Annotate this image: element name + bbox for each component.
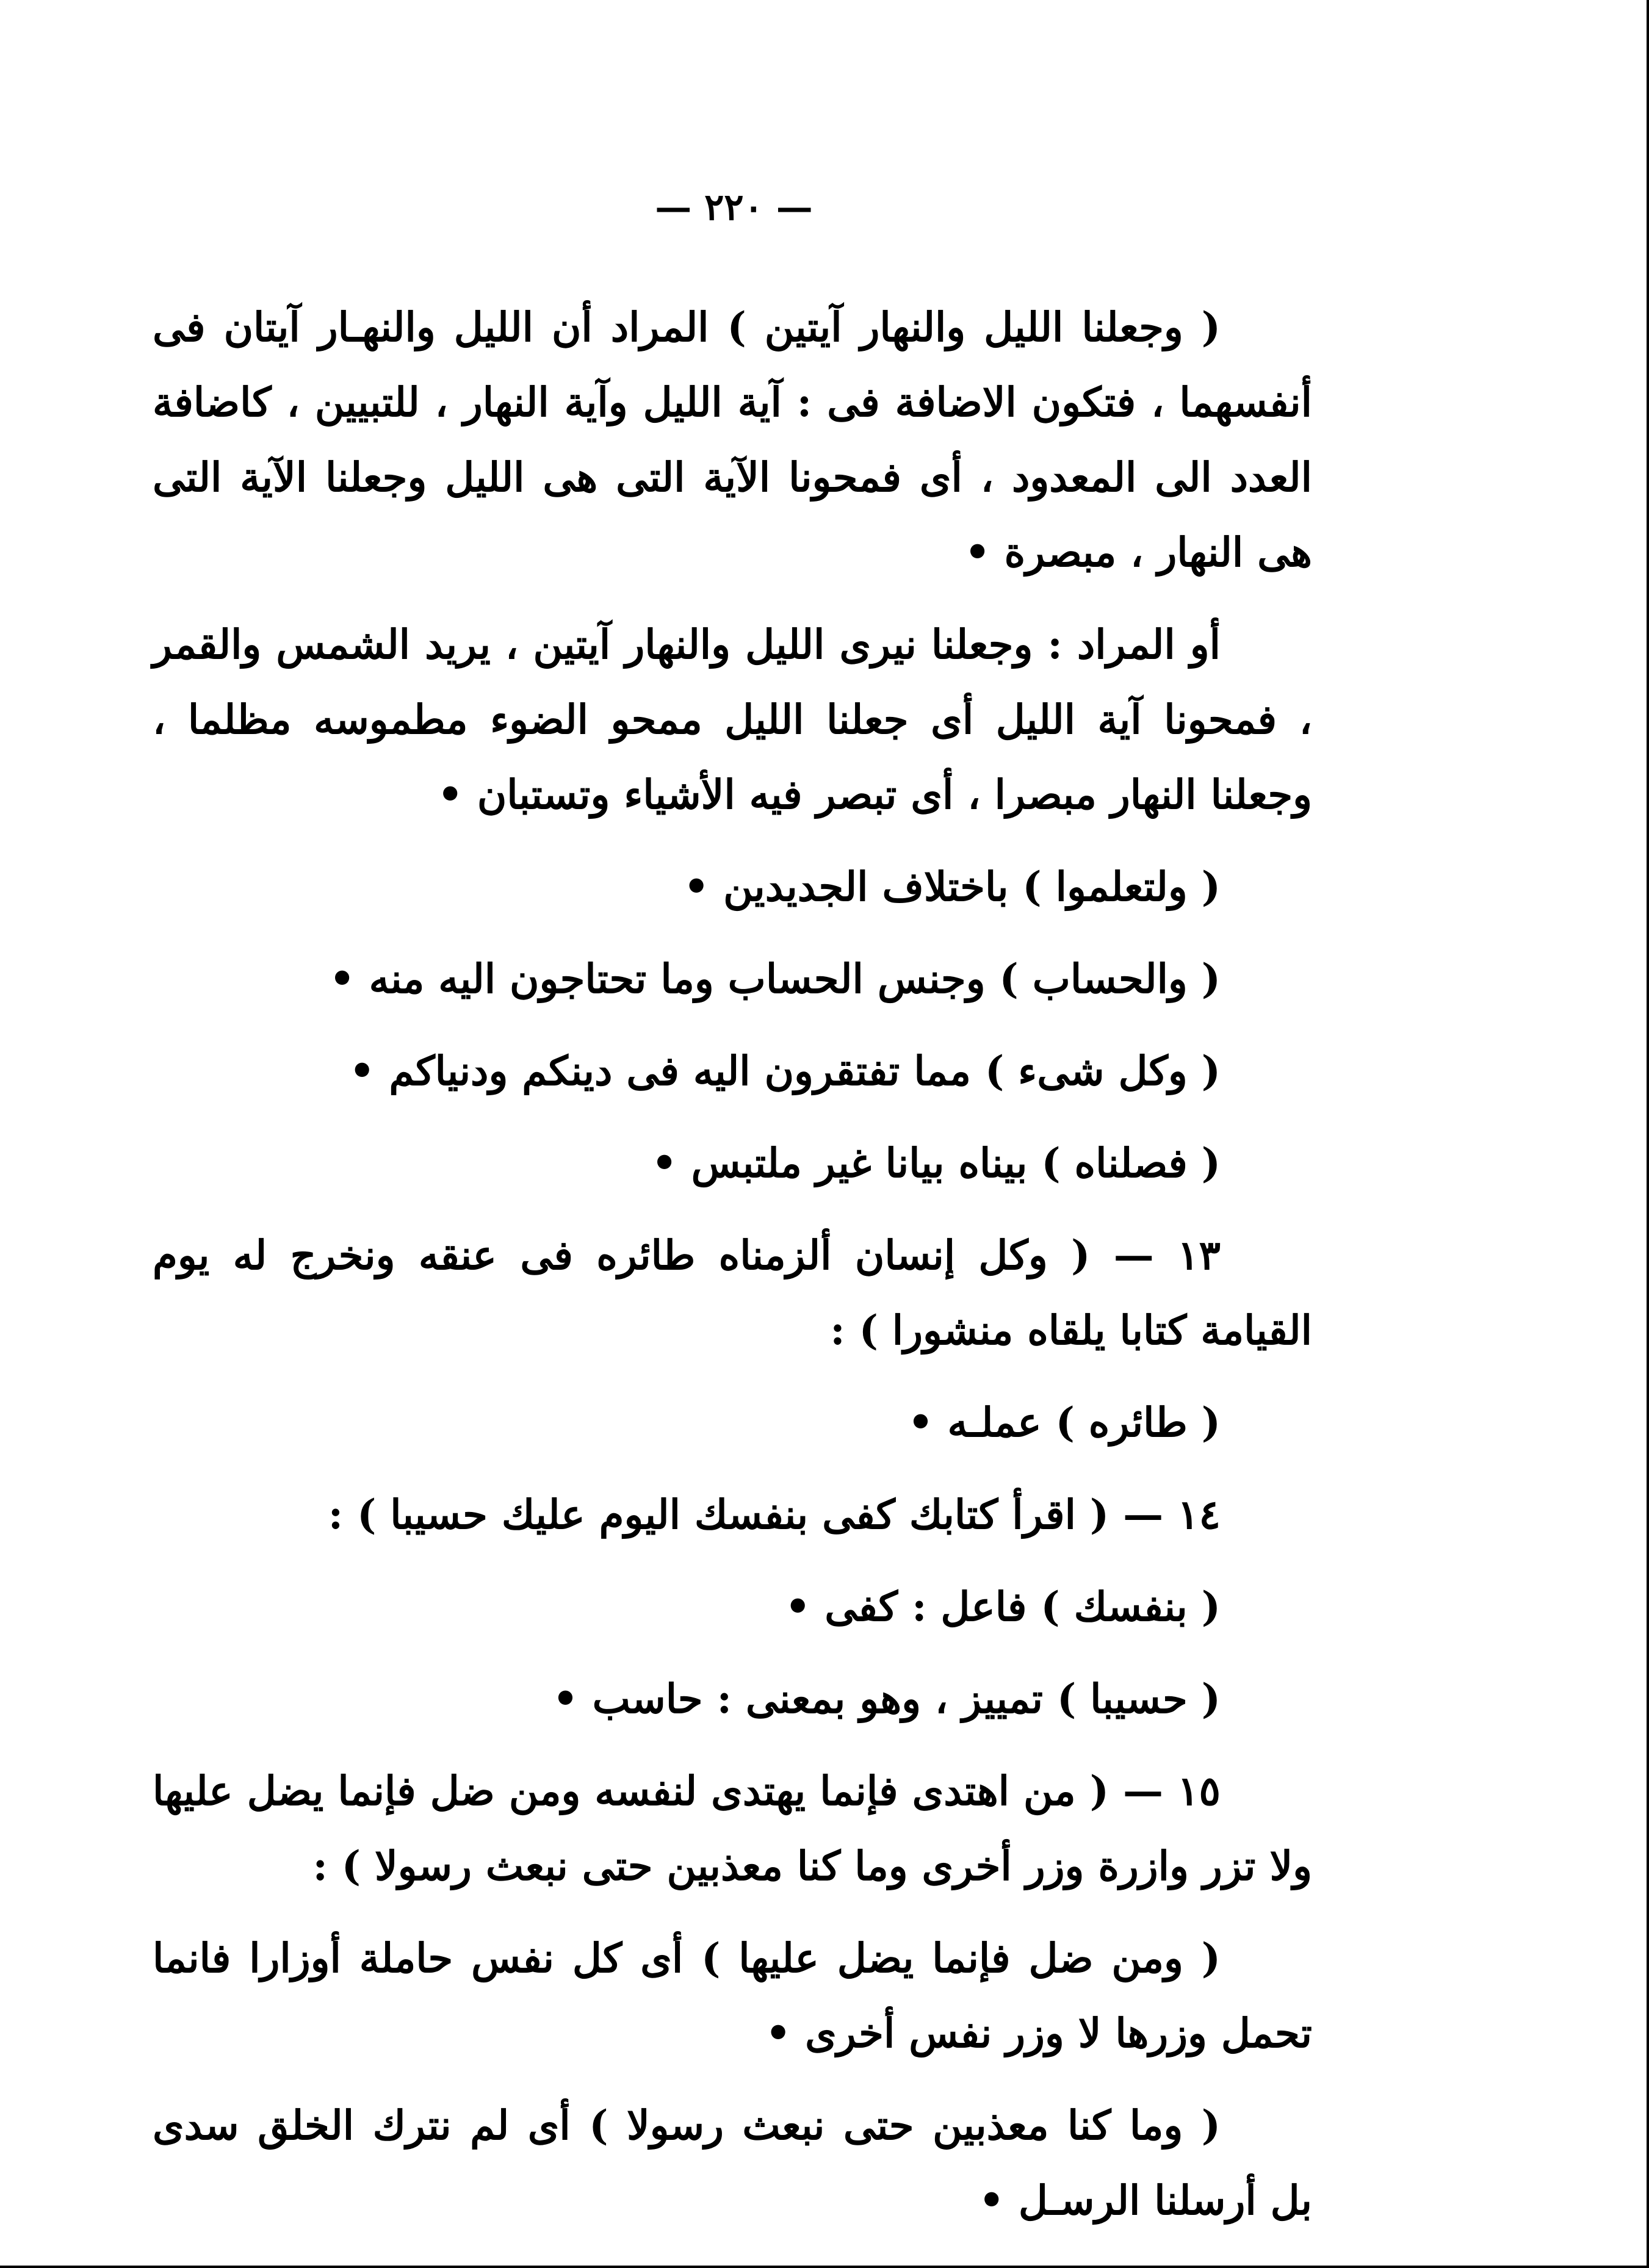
paragraph: ( والحساب ) وجنس الحساب وما تحتاجون اليه منه • bbox=[329, 955, 1221, 1003]
paragraph: ( بنفسك ) فاعل : كفى • bbox=[785, 1583, 1221, 1630]
paragraph: ( ولتعلموا ) باختلاف الجديدين • bbox=[683, 863, 1221, 910]
paragraph: أو المراد : وجعلنا نيرى الليل والنهار آيتين ، يريد الشمس والقمر ، فمحونا آية الليل أى جعلنا الليل ممحو الضوء مطموسه مظلما ، وجعلنا النهار مبصرا ، أى تبصر فيه الأشياء وتستبان • bbox=[153, 621, 1312, 818]
document-body bbox=[153, 290, 1312, 2255]
paragraph: ( حسيبا ) تمييز ، وهو بمعنى : حاسب • bbox=[552, 1675, 1221, 1723]
paragraph: ١٤ — ( اقرأ كتابك كفى بنفسك اليوم عليك حسيبا ) : bbox=[328, 1491, 1221, 1538]
paragraph: ( وكل شىء ) مما تفتقرون اليه فى دينكم ودنياكم • bbox=[349, 1047, 1221, 1095]
paragraph: ( فصلناه ) بيناه بيانا غير ملتبس • bbox=[651, 1139, 1221, 1187]
paragraph: ( وما كنا معذبين حتى نبعث رسولا ) أى لم نترك الخلق سدى بل أرسلنا الرسـل • bbox=[153, 2101, 1312, 2224]
paragraph: ( ومن ضل فإنما يضل عليها ) أى كل نفس حاملة أوزارا فانما تحمل وزرها لا وزر نفس أخرى • bbox=[153, 1934, 1312, 2057]
paragraph: ١٥ — ( من اهتدى فإنما يهتدى لنفسه ومن ضل فإنما يضل عليها ولا تزر وازرة وزر أخرى وما كنا معذبين حتى نبعث رسولا ) : bbox=[153, 1767, 1312, 1890]
page-edge-right bbox=[1647, 0, 1649, 2268]
paragraph: ( وجعلنا الليل والنهار آيتين ) المراد أن الليل والنهـار آيتان فى أنفسهما ، فتكون الاضافة فى : آية الليل وآية النهار ، للتبيين ، كاضافة العدد الى المعدود ، أى فمحونا الآية التى هى الليل وجعلنا الآية التى هى النهار ، مبصرة • bbox=[153, 303, 1312, 576]
paragraph: ( طائره ) عملـه • bbox=[907, 1399, 1221, 1446]
page-number: — ٢٢٠ — bbox=[655, 186, 813, 229]
paragraph: ١٣ — ( وكل إنسان ألزمناه طائره فى عنقه ونخرج له يوم القيامة كتابا يلقاه منشورا ) : bbox=[153, 1231, 1312, 1354]
page-edge-bottom bbox=[0, 2266, 1649, 2268]
